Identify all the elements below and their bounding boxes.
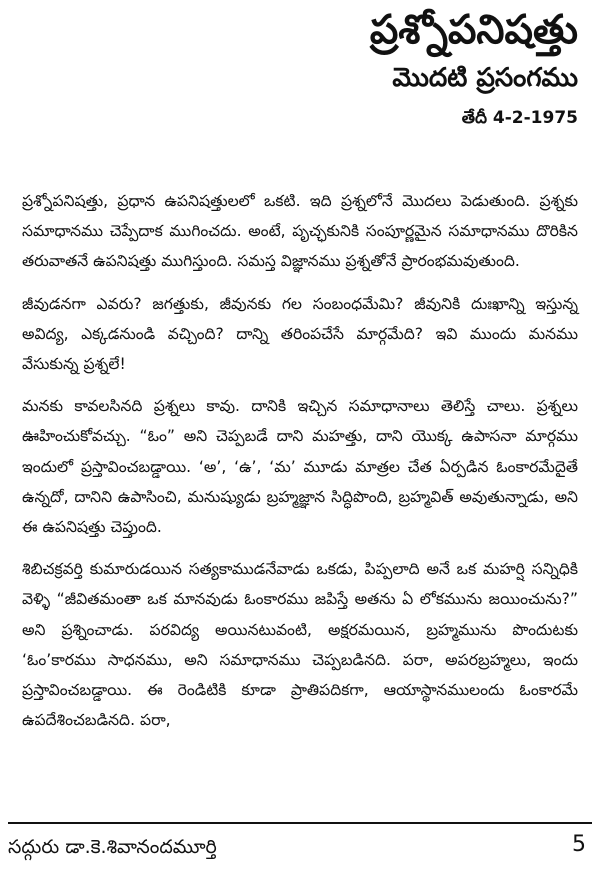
paragraph-1: ప్రశ్నోపనిషత్తు, ప్రధాన ఉపనిషత్తులలో ఒకటి. ఇది ప్రశ్నలోనే మొదలు పెడుతుంది. ప్రశ్నకు సమాధానము చెప్పేదాక ముగించదు. అంటే, పృచ్ఛకునికి సంపూర్ణమైన సమాధానము దొరికిన తరువాతనే ఉపనిషత్తు ముగిస్తుంది. సమస్త విజ్ఞానము ప్రశ్నతోనే ప్రారంభమవుతుంది. xyxy=(22,192,578,271)
footer-divider xyxy=(8,822,592,824)
page-number: 5 xyxy=(572,832,586,857)
paragraph-2: జీవుడనగా ఎవరు? జగత్తుకు, జీవునకు గల సంబంధమేమి? జీవునికి దుఃఖాన్ని ఇస్తున్న అవిద్య, ఎక్కడనుండి వచ్చింది? దాన్ని తరింపచేసే మార్గమేది? ఇవి ముందు మనము వేసుకున్న ప్రశ్నలే! xyxy=(22,294,578,374)
footer-author: సద్గురు డా.కె.శివానందమూర్తి xyxy=(8,836,217,858)
body-text xyxy=(22,186,578,747)
lecture-date: తేదీ 4-2-1975 xyxy=(461,108,578,128)
paragraph-4: శిబిచక్రవర్తి కుమారుడయిన సత్యకాముడనేవాడు ఒకడు, పిప్పలాది అనే ఒక మహర్షి సన్నిధికి వెళ్ళి “జీవితమంతా ఒక మానవుడు ఓంకారము జపిస్తే అతను ఏ లోకమును జయించును?” అని ప్రశ్నించాడు. పరవిద్య అయినటువంటి, అక్షరమయిన, బ్రహ్మమును పొందుటకు ‘ఓం’కారము సాధనము, అని సమాధానము చెప్పబడినది. పరా, అపరబ్రహ్మలు, ఇందు ప్రస్తావించబడ్డాయి. ఈ రెండిటికి కూడా ప్రాతిపదికగా, ఆయాస్థానములందు ఓంకారమే ఉపదేశించబడినది. పరా, xyxy=(22,560,578,730)
paragraph-3: మనకు కావలసినది ప్రశ్నలు కావు. దానికి ఇచ్చిన సమాధానాలు తెలిస్తే చాలు. ప్రశ్నలు ఊహించుకోవచ్చు. “ఓం” అని చెప్పబడే దాని మహత్తు, దాని యొక్క ఉపాసనా మార్గము ఇందులో ప్రస్తావించబడ్డాయి. ‘అ’, ‘ఉ’, ‘మ’ మూడు మాత్రల చేత ఏర్పడిన ఓంకారమేదైతే ఉన్నదో, దానిని ఉపాసించి, మనుష్యుడు బ్రహ్మజ్ఞాన సిద్ధిపొంది, బ్రహ్మవిత్ అవుతున్నాడు, అని ఈ ఉపనిషత్తు చెప్తుంది. xyxy=(22,397,578,537)
chapter-subtitle: మొదటి ప్రసంగము xyxy=(392,63,578,93)
chapter-title: ప్రశ్నోపనిషత్తు xyxy=(369,7,578,53)
